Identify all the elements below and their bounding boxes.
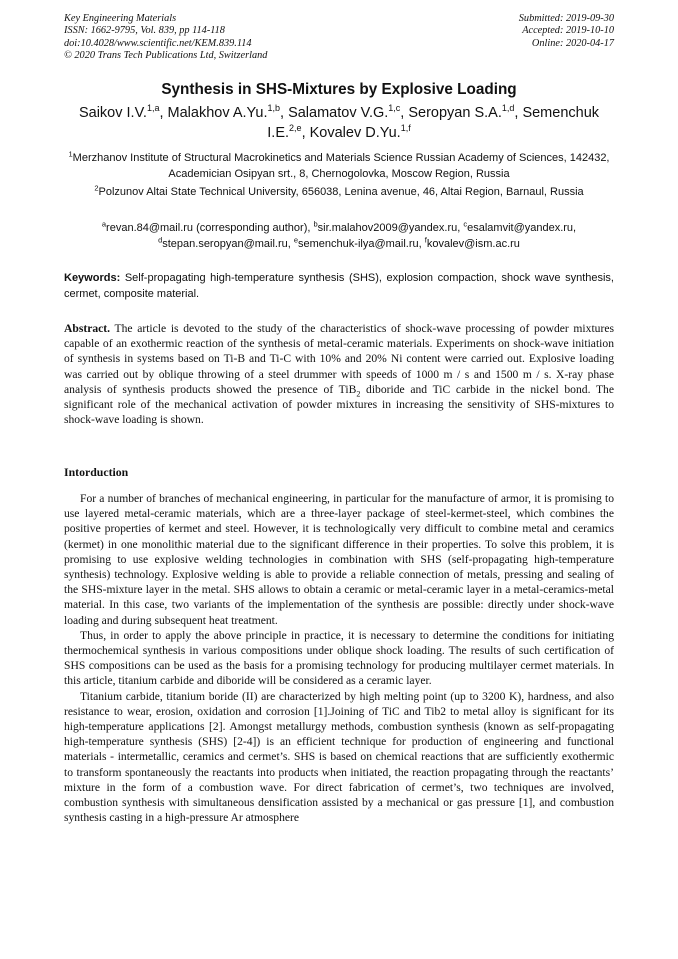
affiliation-text: Merzhanov Institute of Structural Macrokinetics and Materials Science Russian Academy of Sciences, 142432, Academician Osipyan srt., 8, Chernogolovka, Moscow Region, Russia xyxy=(72,152,610,180)
email-mark: b xyxy=(313,219,318,229)
author-name: Semenchuk I.E. xyxy=(267,105,600,141)
abstract-section xyxy=(64,321,614,427)
email-mark: e xyxy=(293,234,299,244)
email-mark: d xyxy=(158,234,163,244)
abstract-text-continued: diboride and TiC carbide in the nickel bond. The significant role of the mechanical activation of powder mixtures in increasing the sensitivity of SHS-mixtures to shock-wave loading is shown. xyxy=(64,382,614,427)
email-link[interactable]: semenchuk-ilya@mail.ru, xyxy=(298,237,425,250)
author-name: Salamatov V.G. xyxy=(288,105,389,121)
email-link[interactable]: kovalev@ism.ac.ru xyxy=(426,237,520,250)
affiliation-mark: 1 xyxy=(68,149,73,159)
email-link[interactable]: stepan.seropyan@mail.ru, xyxy=(162,237,294,250)
email-mark: c xyxy=(463,219,468,229)
email-mark: f xyxy=(424,234,427,244)
author-name: Seropyan S.A. xyxy=(408,105,502,121)
abstract-subscript: 2 xyxy=(356,389,361,399)
submission-dates xyxy=(519,13,614,50)
author-list: Saikov I.V.$^{1,a}$, Malakhov A.Yu.$^{1,b}$, Salamatov V.G.$^{1,c}$, Seropyan S.A.$^{1,d}$, Semenchuk I.E.$^{2,e}$, Kovalev D.Yu.$^{1,f}$ xyxy=(78,103,600,141)
accepted-date: Accepted: 2019-10-10 xyxy=(522,25,614,37)
journal-name: Key Engineering Materials xyxy=(64,13,177,24)
affiliation-1 xyxy=(64,151,614,182)
paragraph: For a number of branches of mechanical engineering, in particular for the manufacture of armor, it is promising to use layered metal-ceramic materials, which are a three-layer package of steel-kermet-steel, which combines the positive properties of kermet and steel. However, it is technologically very difficult to combine metal and ceramics (kermet) in one monolithic material due to the significant difference in their properties. To solve this problem, it is promising to use explosive welding technologies in combination with SHS (self-propagating high-temperature synthesis) technology. Explosive welding is able to provide a reliable connection of metals, pressing and sealing of the SHS-mixture layer in the metal. SHS allows to obtain a ceramic or metal-ceramic layer in a metal-ceramics-metal material. In this case, two variants of the implementation of the synthesis are possible: directly under shock-wave loading and during subsequent heat treatment. xyxy=(64,492,614,627)
affiliation-text: Polzunov Altai State Technical University, 656038, Lenina avenue, 46, Altai Region, Barnaul, Russia xyxy=(98,186,584,198)
paragraph: Thus, in order to apply the above principle in practice, it is necessary to determine the conditions for initiating thermochemical synthesis in various compositions under oblique shock loading. The results of such certification of SHS compositions can be used as the basis for a promising technology for producing multilayer cermet materials. In this article, titanium carbide and diboride will be considered as a ceramic layer. xyxy=(64,628,614,688)
email-link[interactable]: revan.84@mail.ru (corresponding author), xyxy=(106,222,314,234)
copyright-line: © 2020 Trans Tech Publications Ltd, Switzerland xyxy=(64,49,268,61)
introduction-body xyxy=(64,491,614,825)
abstract-label: Abstract. xyxy=(64,322,111,335)
email-link[interactable]: esalamvit@yandex.ru, xyxy=(467,222,577,234)
author-affiliation-mark: 1,f xyxy=(400,123,411,134)
author-affiliation-mark: 1,a xyxy=(146,103,160,114)
author-name: Saikov I.V. xyxy=(78,105,147,121)
affiliation-2 xyxy=(64,185,614,201)
doi-line: doi:10.4028/www.scientific.net/KEM.839.114 xyxy=(64,37,252,49)
author-name: Kovalev D.Yu. xyxy=(309,125,401,141)
keywords-text: Self-propagating high-temperature synthesis (SHS), explosion compaction, shock wave synthesis, cermet, composite material. xyxy=(64,272,614,300)
keywords-section xyxy=(64,271,614,302)
author-affiliation-mark: 1,c xyxy=(388,103,401,114)
affiliation-mark: 2 xyxy=(94,183,99,193)
journal-info xyxy=(64,13,267,62)
abstract-text: The article is devoted to the study of the characteristics of shock-wave processing of powder mixtures capable of an exothermic reaction of the synthesis of metal-ceramic materials. Experiments on shock-wave initiation of synthesis in systems based on Ti-B and Ti-C with 10% and 20% Ni content were carried out. Explosive loading was carried out by oblique throwing of a steel drummer with speeds of 1000 m / s and 1500 m / s. X-ray phase analysis of synthesis products showed the presence of TiB xyxy=(64,322,614,396)
paper-title: Synthesis in SHS-Mixtures by Explosive Loading xyxy=(161,81,517,98)
online-date: Online: 2020-04-17 xyxy=(531,37,614,49)
author-affiliation-mark: 2,e xyxy=(289,123,302,134)
author-affiliation-mark: 1,d xyxy=(501,103,515,114)
email-link[interactable]: sir.malahov2009@yandex.ru, xyxy=(317,222,464,234)
issn-line: ISSN: 1662-9795, Vol. 839, pp 114-118 xyxy=(64,25,225,37)
submitted-date: Submitted: 2019-09-30 xyxy=(518,13,614,24)
author-name: Malakhov A.Yu. xyxy=(167,105,268,121)
author-emails xyxy=(64,221,614,252)
keywords-label: Keywords: xyxy=(64,272,121,284)
author-affiliation-mark: 1,b xyxy=(267,103,280,114)
paragraph: Titanium carbide, titanium boride (II) are characterized by high melting point (up to 3200 K), hardness, and also resistance to wear, erosion, oxidation and corrosion [1].Joining of TiC and Tib2 to metal alloy is significant for its high-temperature applications [2]. Amongst metallurgy methods, combustion synthesis (known as self-propagating high-temperature synthesis (SHS) [2-4]) is an efficient technique for production of engineering and functional materials - intermetallic, ceramics and cermet’s. SHS is based on chemical reactions that are sufficiently exothermic to transform spontaneously the reactants into products when initiated, the reaction propagating through the reactants’ mixture in the form of a combustion wave. For direct fabrication of cermet’s, two techniques are involved, combustion synthesis with simultaneous densification assisted by a mechanical or gas pressure [1], and combustion synthesis casting in a high-pressure Ar atmosphere xyxy=(64,689,614,825)
section-heading: Intorduction xyxy=(64,465,129,479)
email-mark: a xyxy=(101,219,107,229)
